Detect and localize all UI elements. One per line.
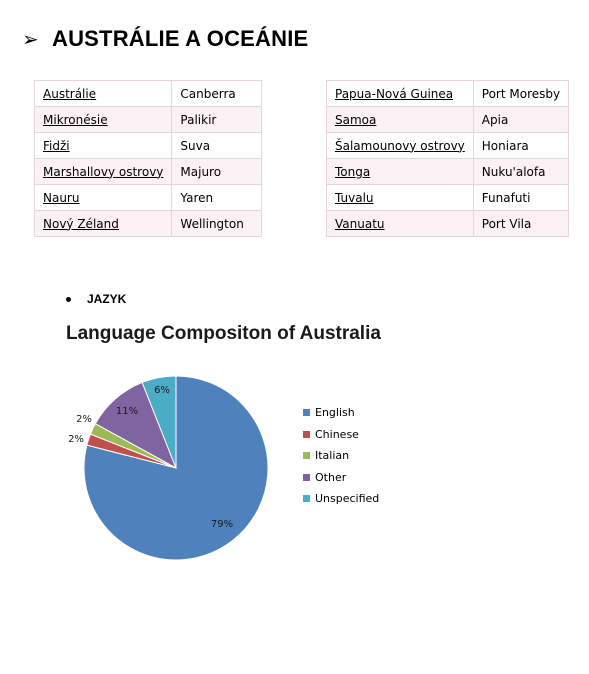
- legend-item-unspecified: [303, 488, 379, 510]
- arrow-bullet-icon: ➢: [22, 27, 39, 51]
- capital-cell: Port Moresby: [473, 81, 568, 107]
- chart-title: Language Compositon of Australia: [66, 323, 381, 344]
- capital-cell: Majuro: [172, 159, 262, 185]
- legend-swatch: [303, 495, 310, 502]
- legend-swatch: [303, 409, 310, 416]
- capital-cell: Nuku'alofa: [473, 159, 568, 185]
- capital-cell: Yaren: [172, 185, 262, 211]
- country-link[interactable]: Mikronésie: [35, 107, 172, 133]
- legend-item-english: [303, 402, 379, 424]
- data-label-chinese: 2%: [68, 434, 84, 445]
- capital-cell: Canberra: [172, 81, 262, 107]
- country-link[interactable]: Fidži: [35, 133, 172, 159]
- capital-cell: Wellington: [172, 211, 262, 237]
- legend-label: Other: [315, 470, 347, 484]
- country-link[interactable]: Vanuatu: [327, 211, 474, 237]
- section-title: AUSTRÁLIE A OCEÁNIE: [52, 26, 309, 51]
- data-label-italian: 2%: [76, 414, 92, 425]
- country-link[interactable]: Austrálie: [35, 81, 172, 107]
- legend-item-italian: [303, 445, 379, 467]
- legend-item-chinese: [303, 424, 379, 446]
- capital-cell: Funafuti: [473, 185, 568, 211]
- data-label-unspecified: 6%: [154, 385, 170, 396]
- legend-label: Italian: [315, 449, 350, 463]
- legend-item-other: [303, 467, 379, 489]
- country-link[interactable]: Marshallovy ostrovy: [35, 159, 172, 185]
- country-link[interactable]: Samoa: [327, 107, 474, 133]
- legend-label: Unspecified: [315, 492, 380, 506]
- capital-cell: Palikir: [172, 107, 262, 133]
- data-label-english: 79%: [210, 519, 234, 530]
- country-link[interactable]: Nový Zéland: [35, 211, 172, 237]
- legend-swatch: [303, 431, 310, 438]
- legend-label: English: [315, 406, 355, 420]
- country-link[interactable]: Šalamounovy ostrovy: [327, 133, 474, 159]
- capital-cell: Port Vila: [473, 211, 568, 237]
- country-link[interactable]: Nauru: [35, 185, 172, 211]
- country-link[interactable]: Papua-Nová Guinea: [327, 81, 474, 107]
- legend-swatch: [303, 474, 310, 481]
- capital-cell: Apia: [473, 107, 568, 133]
- legend-label: Chinese: [315, 427, 359, 441]
- chart-legend: [303, 402, 379, 510]
- capital-cell: Honiara: [473, 133, 568, 159]
- data-label-other: 11%: [115, 406, 139, 417]
- country-link[interactable]: Tonga: [327, 159, 474, 185]
- legend-swatch: [303, 452, 310, 459]
- bullet-label: JAZYK: [87, 292, 127, 306]
- country-link[interactable]: Tuvalu: [327, 185, 474, 211]
- capital-cell: Suva: [172, 133, 262, 159]
